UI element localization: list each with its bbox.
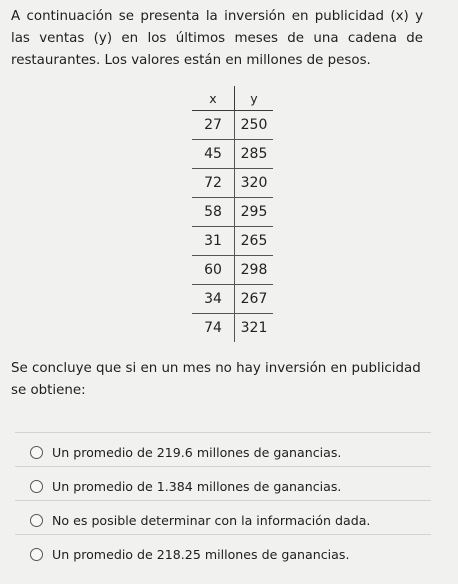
answer-option-2[interactable]: [30, 477, 341, 495]
table-cell-x: 31: [192, 227, 235, 256]
radio-button-icon[interactable]: [30, 548, 43, 561]
conclusion-text: Se concluye que si en un mes no hay inversión en publicidad se obtiene:: [11, 361, 421, 398]
answer-option-label: No es posible determinar con la información dada.: [52, 512, 371, 528]
divider: [15, 500, 431, 501]
answer-option-label: Un promedio de 1.384 millones de ganancias.: [52, 478, 342, 494]
table-row: [192, 111, 273, 140]
answer-option-4[interactable]: [30, 545, 349, 563]
table-cell-y: 267: [235, 285, 274, 314]
table-row: [192, 285, 273, 314]
table-cell-y: 250: [235, 111, 274, 140]
table-cell-y: 320: [235, 169, 274, 198]
table-cell-y: 265: [235, 227, 274, 256]
radio-button-icon[interactable]: [30, 514, 43, 527]
table-row: [192, 198, 273, 227]
table-cell-x: 60: [192, 256, 235, 285]
table-row: [192, 140, 273, 169]
table-cell-x: 27: [192, 111, 235, 140]
table-row: [192, 169, 273, 198]
radio-button-icon[interactable]: [30, 480, 43, 493]
table-row: [192, 256, 273, 285]
table-row: [192, 314, 273, 343]
divider: [15, 432, 431, 433]
answer-option-1[interactable]: [30, 443, 341, 461]
table-cell-x: 72: [192, 169, 235, 198]
table-cell-x: 45: [192, 140, 235, 169]
data-table: [192, 86, 273, 342]
radio-button-icon[interactable]: [30, 446, 43, 459]
table-row: [192, 227, 273, 256]
table-cell-x: 74: [192, 314, 235, 343]
table-cell-x: 58: [192, 198, 235, 227]
divider: [15, 466, 431, 467]
answer-option-label: Un promedio de 218.25 millones de ganancias.: [52, 546, 350, 562]
column-header-y: y: [235, 86, 274, 111]
table-header-row: [192, 86, 273, 111]
table-cell-y: 298: [235, 256, 274, 285]
table-cell-y: 285: [235, 140, 274, 169]
divider: [15, 534, 431, 535]
column-header-x: x: [192, 86, 235, 111]
table-cell-y: 321: [235, 314, 274, 343]
question-text: A continuación se presenta la inversión en publicidad (x) y las ventas (y) en los últimos meses de una cadena de restaurantes. Los valores están en millones de pesos.: [11, 9, 423, 68]
table-cell-y: 295: [235, 198, 274, 227]
answer-option-label: Un promedio de 219.6 millones de ganancias.: [52, 444, 342, 460]
answer-option-3[interactable]: [30, 511, 370, 529]
table-cell-x: 34: [192, 285, 235, 314]
